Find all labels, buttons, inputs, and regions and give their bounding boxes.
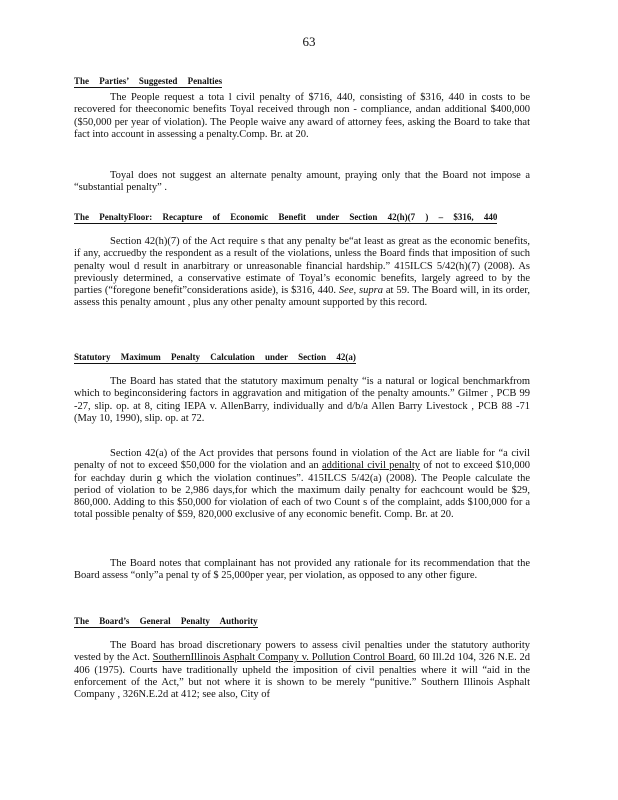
- paragraph-board-discretion: [74, 640, 530, 701]
- paragraph-board-notes: The Board notes that complainant has not provided any rationale for its recommendation that the Board assess “only”a penal ty of $ 25,000per year, per violation, as opposed to any other figure.: [74, 558, 530, 582]
- section-heading-general-penalty-authority: The Board’s General Penalty Authority: [74, 616, 258, 626]
- case-name: SouthernIllinois Asphalt Company v. Pollution Control Board: [152, 652, 414, 664]
- paragraph-section-42h7: [74, 236, 530, 310]
- underlined-phrase: additional civil penalty: [321, 460, 421, 472]
- citation-see: See,: [338, 285, 357, 297]
- paragraph-board-discretion-rest: , 60 Ill.2d 104, 326 N.E. 2d 406 (1975). Courts have traditionally upheld the imposition of civil penalties where it will “aid in the enforcement of the Act,” but not where it is shown to be merely “punitive.” Southern Illinois Asphalt Company , 326N.E.2d at 412; see also, City of: [74, 652, 531, 701]
- paragraph-statutory-benchmark: The Board has stated that the statutory maximum penalty “is a natural or logical benchmarkfrom which to beginconsidering factors in aggravation and mitigation of the penalty amounts.” Gilmer , PCB 99 -27, slip. op. at 8, citing IEPA v. AllenBarry, individually and d/b/a Allen Barry Livestock , PCB 88 -71 (May 10, 1990), slip. op. at 72.: [74, 376, 530, 424]
- paragraph-section-42h7-end: The Board will, in its order, assess this penalty amount , plus any other penalty amount supported by this record.: [74, 285, 531, 309]
- section-heading-statutory-maximum: Statutory Maximum Penalty Calculation under Section 42(a): [74, 352, 356, 362]
- paragraph-section-42a-rest: of not to exceed $10,000 for eachday durin g which the violation continues”. 415ILCS 5/42(a) (2008). The People calculate the period of violation to be 2,986 days,for which the maximum daily penalty for eachcount would be $29, 860,000. Adding to this $50,000 for violation of each of two Count s of the complaint, adds $100,000 for a total possible penalty of $59, 820,000 exclusive of any economic benefit. Comp. Br. at 20.: [74, 460, 531, 521]
- page-number: 63: [302, 34, 316, 49]
- citation-page: at 59.: [385, 285, 410, 297]
- citation-supra: supra: [359, 285, 383, 297]
- paragraph-section-42a: [74, 448, 530, 522]
- paragraph-board-discretion-text: The Board has broad discretionary powers to assess civil penalties under the statutory authority vested by the Act.: [74, 640, 530, 664]
- paragraph-section-42h7-text: Section 42(h)(7) of the Act require s that any penalty be“at least as great as the economic benefits, if any, accruedby the respondent as a result of the violations, unless the Board finds that imposition of such penalty woul d result in anarbitrary or unreasonable financial hardship.” 415ILCS 5/42(h)(7) (2008). As previously determined, a conservative estimate of Toyal’s economic benefits, largely agreed to by the parties (“foregone benefit”considerations aside), is $316, 440.: [74, 236, 530, 297]
- section-heading-penalty-floor: The PenaltyFloor: Recapture of Economic Benefit under Section 42(h)(7 ) – $316, 440: [74, 212, 498, 222]
- paragraph-section-42a-text: Section 42(a) of the Act provides that persons found in violation of the Act are liable for “a civil penalty of not to exceed $50,000 for the violation and an: [74, 448, 530, 472]
- paragraph-people-request: The People request a tota l civil penalty of $716, 440, consisting of $316, 440 in costs to be recovered for theeconomic benefits Toyal received through non - compliance, andan additional $400,000 ($50,000 per year of violation). The People waive any award of attorney fees, asking the Board to take that fact into account in assessing a penalty.Comp. Br. at 20.: [74, 92, 530, 140]
- paragraph-toyal-response: Toyal does not suggest an alternate penalty amount, praying only that the Board not impose a “substantial penalty” .: [74, 170, 530, 194]
- section-heading-parties-suggested-penalties: The Parties’ Suggested Penalties: [74, 76, 223, 86]
